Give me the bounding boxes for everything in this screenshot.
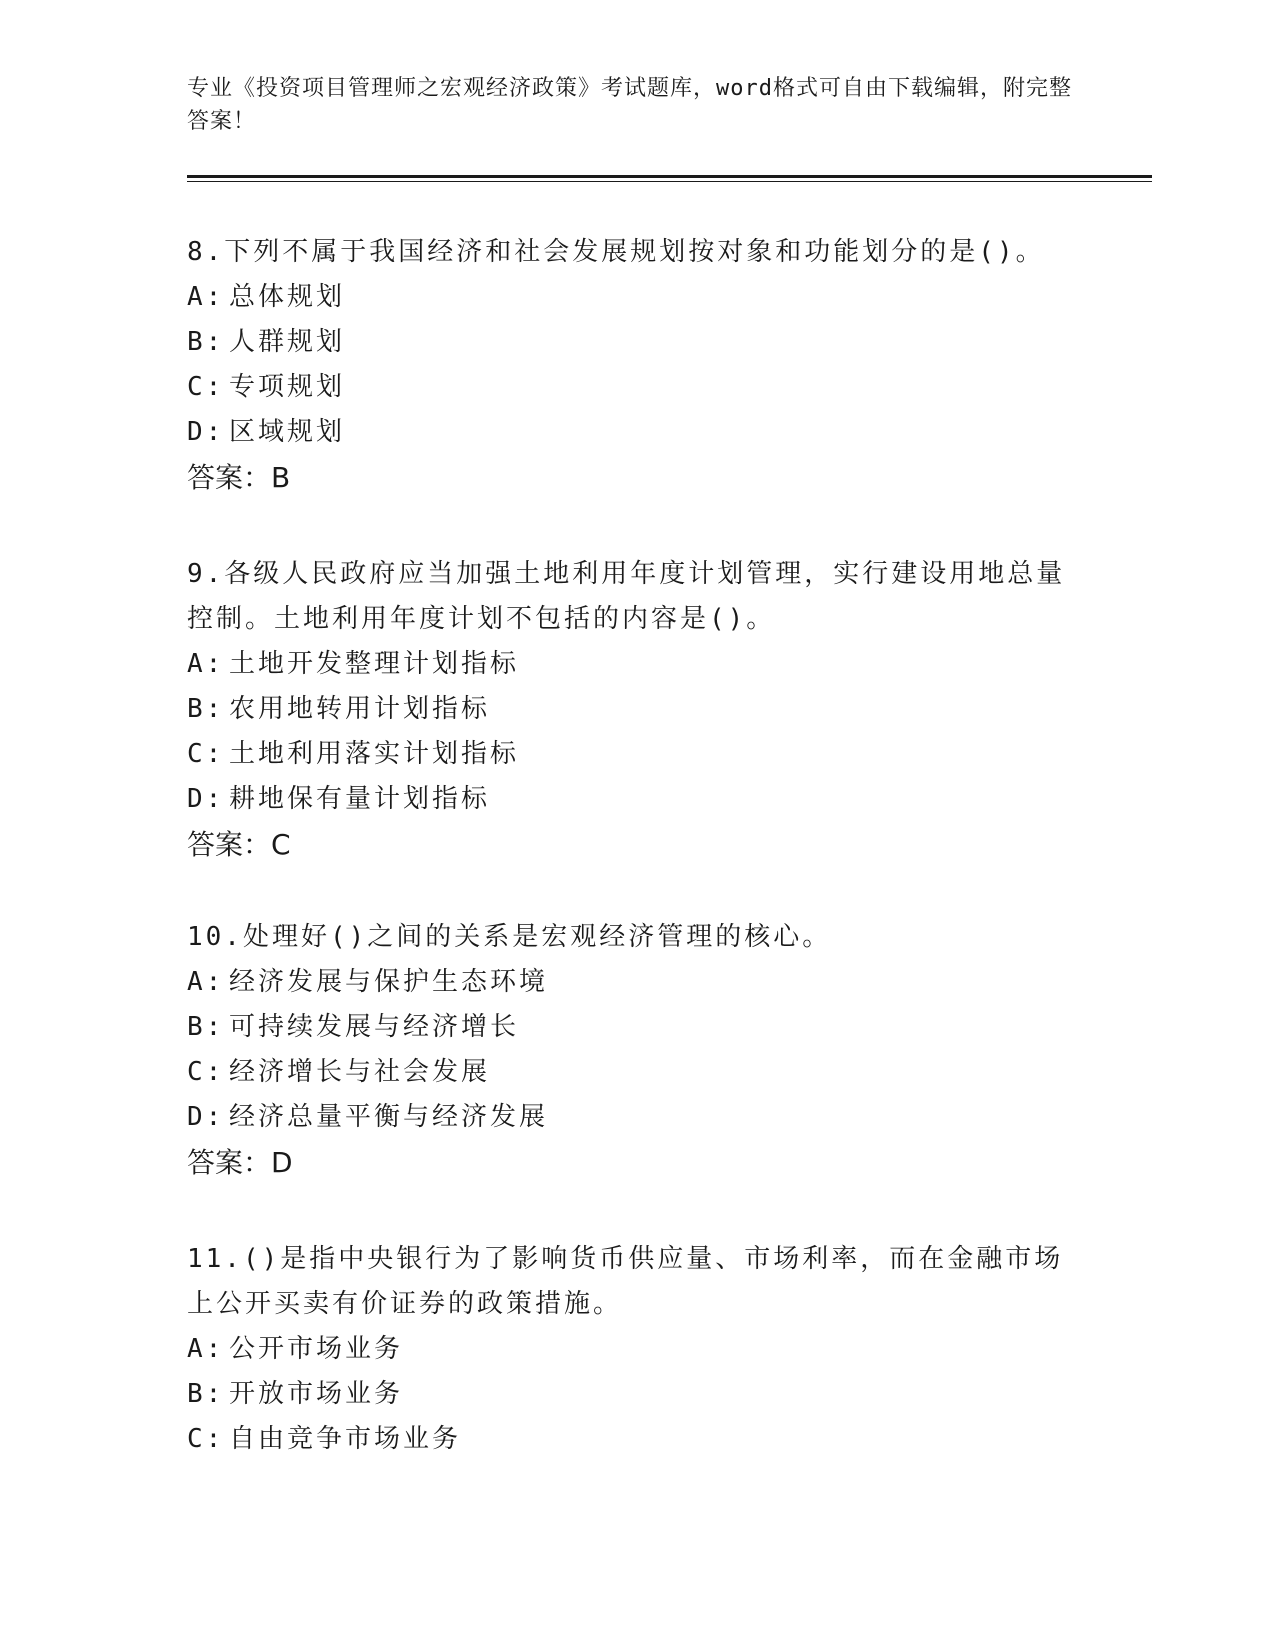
option-key: D: <box>187 784 225 814</box>
option-text: 经济增长与社会发展 <box>229 1057 491 1087</box>
option-d <box>187 410 1087 455</box>
question-stem: 9.各级人民政府应当加强土地利用年度计划管理，实行建设用地总量控制。土地利用年度计划不包括的内容是()。 <box>187 559 1066 634</box>
option-a <box>187 275 1087 320</box>
option-text: 耕地保有量计划指标 <box>229 784 491 814</box>
header-divider-thin <box>187 181 1152 182</box>
option-a <box>187 642 1087 687</box>
option-c <box>187 1050 1087 1095</box>
option-text: 公开市场业务 <box>229 1334 404 1364</box>
option-key: A: <box>187 282 225 312</box>
question-9 <box>187 552 1087 867</box>
option-text: 土地利用落实计划指标 <box>229 739 520 769</box>
option-key: C: <box>187 739 225 769</box>
option-a <box>187 960 1087 1005</box>
option-text: 总体规划 <box>229 282 346 312</box>
option-b <box>187 1372 1087 1417</box>
option-c <box>187 365 1087 410</box>
option-key: B: <box>187 327 225 357</box>
option-text: 可持续发展与经济增长 <box>229 1012 520 1042</box>
document-intro-text: 专业《投资项目管理师之宏观经济政策》考试题库，word格式可自由下载编辑，附完整答案！ <box>187 76 1072 134</box>
option-a <box>187 1327 1087 1372</box>
option-text: 经济发展与保护生态环境 <box>229 967 549 997</box>
question-stem: 11.()是指中央银行为了影响货币供应量、市场利率，而在金融市场上公开买卖有价证券的政策措施。 <box>187 1244 1064 1319</box>
option-key: B: <box>187 1012 225 1042</box>
question-11 <box>187 1237 1087 1462</box>
answer-line: 答案：D <box>187 1146 293 1179</box>
option-d <box>187 777 1087 822</box>
option-key: B: <box>187 694 225 724</box>
option-text: 经济总量平衡与经济发展 <box>229 1102 549 1132</box>
question-stem: 8.下列不属于我国经济和社会发展规划按对象和功能划分的是()。 <box>187 237 1045 267</box>
question-10 <box>187 915 1087 1185</box>
option-key: A: <box>187 1334 225 1364</box>
option-text: 人群规划 <box>229 327 346 357</box>
option-b <box>187 1005 1087 1050</box>
header-divider-thick <box>187 175 1152 178</box>
option-b <box>187 320 1087 365</box>
option-text: 农用地转用计划指标 <box>229 694 491 724</box>
option-key: C: <box>187 372 225 402</box>
option-text: 专项规划 <box>229 372 346 402</box>
option-d <box>187 1095 1087 1140</box>
question-8 <box>187 230 1087 500</box>
option-key: C: <box>187 1424 225 1454</box>
option-text: 开放市场业务 <box>229 1379 404 1409</box>
option-text: 自由竞争市场业务 <box>229 1424 462 1454</box>
question-stem: 10.处理好()之间的关系是宏观经济管理的核心。 <box>187 922 832 952</box>
option-b <box>187 687 1087 732</box>
option-key: B: <box>187 1379 225 1409</box>
option-key: A: <box>187 967 225 997</box>
option-c <box>187 732 1087 777</box>
answer-line: 答案：B <box>187 461 291 494</box>
option-key: D: <box>187 417 225 447</box>
option-text: 区域规划 <box>229 417 346 447</box>
option-key: A: <box>187 649 225 679</box>
option-c <box>187 1417 1087 1462</box>
option-text: 土地开发整理计划指标 <box>229 649 520 679</box>
answer-line: 答案：C <box>187 828 291 861</box>
option-key: D: <box>187 1102 225 1132</box>
option-key: C: <box>187 1057 225 1087</box>
